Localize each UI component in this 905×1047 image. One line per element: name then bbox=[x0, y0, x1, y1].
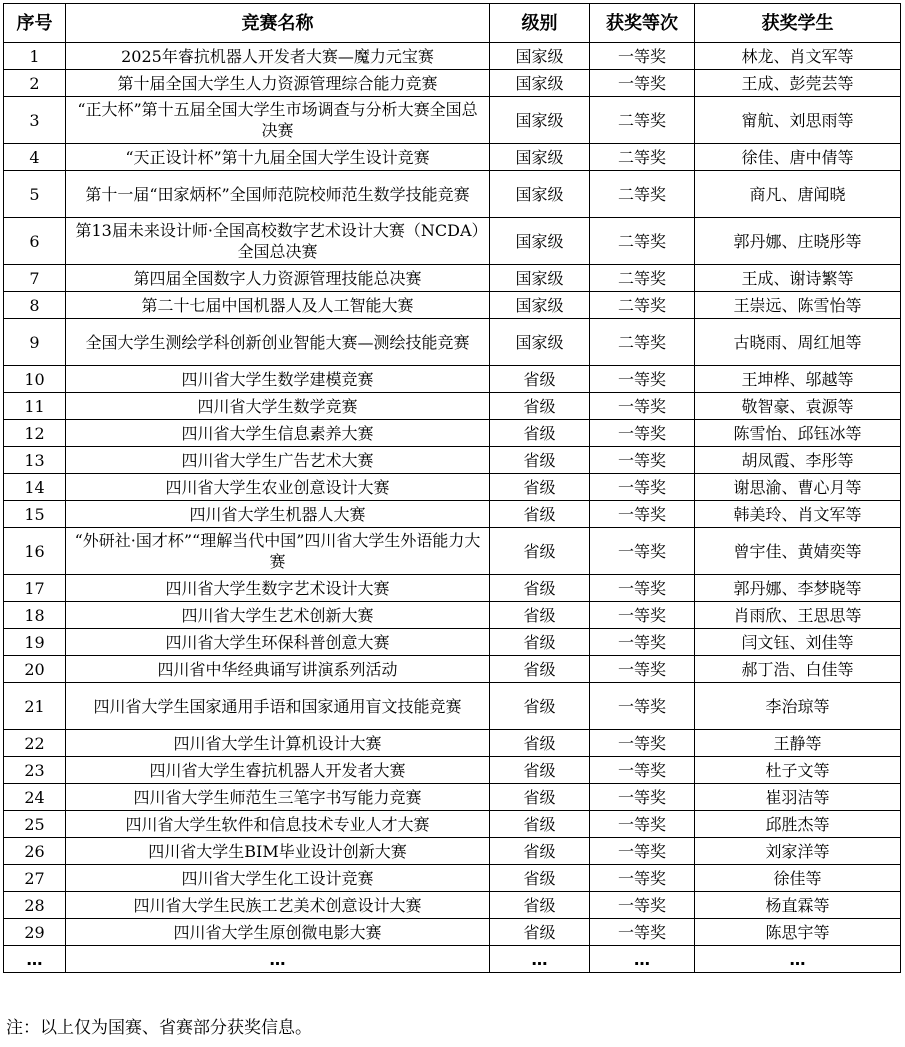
cell-competition-name: 第十届全国大学生人力资源管理综合能力竞赛 bbox=[66, 70, 490, 97]
footnote: 注：以上仅为国赛、省赛部分获奖信息。 bbox=[6, 1018, 312, 1038]
header-level: 级别 bbox=[490, 4, 590, 43]
cell-level: 省级 bbox=[490, 474, 590, 501]
cell-competition-name: 四川省大学生数学建模竞赛 bbox=[66, 366, 490, 393]
cell-level: 省级 bbox=[490, 683, 590, 730]
cell-students: 王崇远、陈雪怡等 bbox=[695, 292, 901, 319]
table-row bbox=[4, 420, 901, 447]
cell-competition-name: 四川省大学生农业创意设计大赛 bbox=[66, 474, 490, 501]
cell-level: 省级 bbox=[490, 865, 590, 892]
cell-level: 省级 bbox=[490, 393, 590, 420]
cell-level: 省级 bbox=[490, 757, 590, 784]
cell-competition-name: 四川省中华经典诵写讲演系列活动 bbox=[66, 656, 490, 683]
table-row bbox=[4, 528, 901, 575]
table-row bbox=[4, 629, 901, 656]
cell-no: 2 bbox=[4, 70, 66, 97]
cell-no: 23 bbox=[4, 757, 66, 784]
cell-competition-name: 四川省大学生信息素养大赛 bbox=[66, 420, 490, 447]
cell-no: 1 bbox=[4, 43, 66, 70]
cell-award: 二等奖 bbox=[590, 97, 695, 144]
cell-award: 一等奖 bbox=[590, 575, 695, 602]
table-row bbox=[4, 265, 901, 292]
cell-award: 一等奖 bbox=[590, 811, 695, 838]
cell-students: 郭丹娜、庄晓彤等 bbox=[695, 218, 901, 265]
cell-competition-name: 第二十七届中国机器人及人工智能大赛 bbox=[66, 292, 490, 319]
table-row bbox=[4, 784, 901, 811]
cell-students: 郭丹娜、李梦晓等 bbox=[695, 575, 901, 602]
cell-competition-name: 四川省大学生广告艺术大赛 bbox=[66, 447, 490, 474]
cell-no: 6 bbox=[4, 218, 66, 265]
cell-award: 一等奖 bbox=[590, 70, 695, 97]
cell-competition-name: 四川省大学生睿抗机器人开发者大赛 bbox=[66, 757, 490, 784]
cell-award: 一等奖 bbox=[590, 501, 695, 528]
cell-no: 18 bbox=[4, 602, 66, 629]
cell-no: 16 bbox=[4, 528, 66, 575]
table-body bbox=[4, 43, 901, 973]
cell-level: 国家级 bbox=[490, 319, 590, 366]
table-row bbox=[4, 838, 901, 865]
cell-competition-name: 四川省大学生艺术创新大赛 bbox=[66, 602, 490, 629]
cell-award: 二等奖 bbox=[590, 319, 695, 366]
cell-level: 省级 bbox=[490, 838, 590, 865]
cell-award: 一等奖 bbox=[590, 629, 695, 656]
cell-students: 敬智豪、袁源等 bbox=[695, 393, 901, 420]
cell-award: 一等奖 bbox=[590, 865, 695, 892]
cell-no: 4 bbox=[4, 144, 66, 171]
cell-no: 27 bbox=[4, 865, 66, 892]
cell-competition-name: 四川省大学生数字艺术设计大赛 bbox=[66, 575, 490, 602]
cell-students: 徐佳等 bbox=[695, 865, 901, 892]
cell-students: 曾宇佳、黄婧奕等 bbox=[695, 528, 901, 575]
cell-award: 二等奖 bbox=[590, 292, 695, 319]
cell-competition-name: 四川省大学生软件和信息技术专业人才大赛 bbox=[66, 811, 490, 838]
cell-no: 9 bbox=[4, 319, 66, 366]
table-row bbox=[4, 683, 901, 730]
cell-level: 国家级 bbox=[490, 43, 590, 70]
cell-no: 3 bbox=[4, 97, 66, 144]
cell-level: 省级 bbox=[490, 730, 590, 757]
cell-students: 肖雨欣、王思思等 bbox=[695, 602, 901, 629]
table-row bbox=[4, 366, 901, 393]
cell-competition-name: 四川省大学生计算机设计大赛 bbox=[66, 730, 490, 757]
cell-competition-name: 四川省大学生数学竞赛 bbox=[66, 393, 490, 420]
cell-competition-name: 四川省大学生原创微电影大赛 bbox=[66, 919, 490, 946]
cell-competition-name: 四川省大学生民族工艺美术创意设计大赛 bbox=[66, 892, 490, 919]
cell-award: 二等奖 bbox=[590, 171, 695, 218]
cell-award: 一等奖 bbox=[590, 43, 695, 70]
cell-award: 一等奖 bbox=[590, 683, 695, 730]
cell-students: 杜子文等 bbox=[695, 757, 901, 784]
cell-no: 24 bbox=[4, 784, 66, 811]
cell-students: 刘家洋等 bbox=[695, 838, 901, 865]
cell-award: 一等奖 bbox=[590, 474, 695, 501]
cell-no: 20 bbox=[4, 656, 66, 683]
cell-award: 一等奖 bbox=[590, 757, 695, 784]
cell-no: 21 bbox=[4, 683, 66, 730]
cell-level: 国家级 bbox=[490, 144, 590, 171]
table-row bbox=[4, 656, 901, 683]
cell-level: 省级 bbox=[490, 892, 590, 919]
table-row bbox=[4, 218, 901, 265]
cell-students: 商凡、唐闻晓 bbox=[695, 171, 901, 218]
cell-competition-name: 四川省大学生师范生三笔字书写能力竞赛 bbox=[66, 784, 490, 811]
cell-students: 陈雪怡、邱钰冰等 bbox=[695, 420, 901, 447]
table-row bbox=[4, 393, 901, 420]
table-row bbox=[4, 501, 901, 528]
table-row bbox=[4, 447, 901, 474]
cell-level: 省级 bbox=[490, 447, 590, 474]
cell-competition-name: 四川省大学生环保科普创意大赛 bbox=[66, 629, 490, 656]
cell-level: 国家级 bbox=[490, 97, 590, 144]
cell-no: 17 bbox=[4, 575, 66, 602]
cell-award: 二等奖 bbox=[590, 218, 695, 265]
cell-competition-name: 四川省大学生BIM毕业设计创新大赛 bbox=[66, 838, 490, 865]
cell-students: 王成、彭莞芸等 bbox=[695, 70, 901, 97]
cell-award: 一等奖 bbox=[590, 919, 695, 946]
cell-students: 胡凤霞、李彤等 bbox=[695, 447, 901, 474]
cell-no: 14 bbox=[4, 474, 66, 501]
cell-competition-name: 2025年睿抗机器人开发者大赛—魔力元宝赛 bbox=[66, 43, 490, 70]
table-row bbox=[4, 171, 901, 218]
cell-students: 谢思渝、曹心月等 bbox=[695, 474, 901, 501]
table-row bbox=[4, 144, 901, 171]
cell-students: 古晓雨、周红旭等 bbox=[695, 319, 901, 366]
cell-award: 一等奖 bbox=[590, 784, 695, 811]
cell-students: 崔羽洁等 bbox=[695, 784, 901, 811]
header-award: 获奖等次 bbox=[590, 4, 695, 43]
cell-no: 10 bbox=[4, 366, 66, 393]
cell-level: 省级 bbox=[490, 602, 590, 629]
table-row bbox=[4, 97, 901, 144]
table-row bbox=[4, 730, 901, 757]
cell-level: 省级 bbox=[490, 784, 590, 811]
cell-students: 甯航、刘思雨等 bbox=[695, 97, 901, 144]
table-row bbox=[4, 919, 901, 946]
awards-table bbox=[3, 3, 901, 973]
table-row bbox=[4, 474, 901, 501]
cell-no: 25 bbox=[4, 811, 66, 838]
cell-level: 省级 bbox=[490, 919, 590, 946]
cell-award: 二等奖 bbox=[590, 144, 695, 171]
cell-award: 一等奖 bbox=[590, 366, 695, 393]
cell-award: 一等奖 bbox=[590, 447, 695, 474]
header-students: 获奖学生 bbox=[695, 4, 901, 43]
cell-students: 邱胜杰等 bbox=[695, 811, 901, 838]
ellipsis-row bbox=[4, 946, 901, 973]
cell-competition-name: 第十一届“田家炳杯”全国师范院校师范生数学技能竞赛 bbox=[66, 171, 490, 218]
cell-no: 5 bbox=[4, 171, 66, 218]
table-row bbox=[4, 319, 901, 366]
table-row bbox=[4, 43, 901, 70]
cell-students: 陈思宇等 bbox=[695, 919, 901, 946]
table-row bbox=[4, 602, 901, 629]
cell-level: 省级 bbox=[490, 575, 590, 602]
cell-level: 省级 bbox=[490, 656, 590, 683]
cell-competition-name: “外研社·国才杯”“理解当代中国”四川省大学生外语能力大赛 bbox=[66, 528, 490, 575]
cell-competition-name: 第四届全国数字人力资源管理技能总决赛 bbox=[66, 265, 490, 292]
table-row bbox=[4, 757, 901, 784]
cell-no: 29 bbox=[4, 919, 66, 946]
table-row bbox=[4, 892, 901, 919]
cell-level: 国家级 bbox=[490, 292, 590, 319]
cell-award: 一等奖 bbox=[590, 892, 695, 919]
cell-students: 徐佳、唐中倩等 bbox=[695, 144, 901, 171]
table-row bbox=[4, 575, 901, 602]
cell-students: 王静等 bbox=[695, 730, 901, 757]
cell-level: 国家级 bbox=[490, 70, 590, 97]
cell-level: 国家级 bbox=[490, 265, 590, 292]
cell-students: 王坤桦、邬越等 bbox=[695, 366, 901, 393]
cell-no: 28 bbox=[4, 892, 66, 919]
cell-level: 省级 bbox=[490, 811, 590, 838]
cell-level: 省级 bbox=[490, 629, 590, 656]
cell-no: 26 bbox=[4, 838, 66, 865]
cell-competition-name: 四川省大学生化工设计竞赛 bbox=[66, 865, 490, 892]
cell-students: 郝丁浩、白佳等 bbox=[695, 656, 901, 683]
table-row bbox=[4, 70, 901, 97]
cell-level: 国家级 bbox=[490, 218, 590, 265]
cell-students: 杨直霖等 bbox=[695, 892, 901, 919]
cell-no: 8 bbox=[4, 292, 66, 319]
cell-level: 省级 bbox=[490, 366, 590, 393]
cell-students: 林龙、肖文军等 bbox=[695, 43, 901, 70]
ellipsis-cell: … bbox=[66, 946, 490, 973]
cell-no: 19 bbox=[4, 629, 66, 656]
cell-award: 一等奖 bbox=[590, 730, 695, 757]
cell-award: 二等奖 bbox=[590, 265, 695, 292]
header-no: 序号 bbox=[4, 4, 66, 43]
cell-award: 一等奖 bbox=[590, 420, 695, 447]
cell-level: 国家级 bbox=[490, 171, 590, 218]
ellipsis-cell: … bbox=[590, 946, 695, 973]
table-row bbox=[4, 811, 901, 838]
header-name: 竞赛名称 bbox=[66, 4, 490, 43]
cell-competition-name: 四川省大学生机器人大赛 bbox=[66, 501, 490, 528]
cell-award: 一等奖 bbox=[590, 656, 695, 683]
cell-competition-name: 四川省大学生国家通用手语和国家通用盲文技能竞赛 bbox=[66, 683, 490, 730]
cell-students: 闫文钰、刘佳等 bbox=[695, 629, 901, 656]
cell-students: 王成、谢诗繁等 bbox=[695, 265, 901, 292]
cell-award: 一等奖 bbox=[590, 393, 695, 420]
cell-no: 13 bbox=[4, 447, 66, 474]
table-row bbox=[4, 292, 901, 319]
cell-students: 李治琼等 bbox=[695, 683, 901, 730]
cell-level: 省级 bbox=[490, 528, 590, 575]
header-row bbox=[4, 4, 901, 43]
cell-no: 12 bbox=[4, 420, 66, 447]
cell-level: 省级 bbox=[490, 501, 590, 528]
cell-no: 11 bbox=[4, 393, 66, 420]
cell-competition-name: 全国大学生测绘学科创新创业智能大赛—测绘技能竞赛 bbox=[66, 319, 490, 366]
ellipsis-cell: … bbox=[695, 946, 901, 973]
cell-competition-name: “正大杯”第十五届全国大学生市场调查与分析大赛全国总决赛 bbox=[66, 97, 490, 144]
cell-no: 15 bbox=[4, 501, 66, 528]
cell-award: 一等奖 bbox=[590, 528, 695, 575]
table-row bbox=[4, 865, 901, 892]
cell-competition-name: 第13届未来设计师·全国高校数字艺术设计大赛（NCDA）全国总决赛 bbox=[66, 218, 490, 265]
ellipsis-cell: … bbox=[490, 946, 590, 973]
cell-award: 一等奖 bbox=[590, 602, 695, 629]
ellipsis-cell: … bbox=[4, 946, 66, 973]
cell-no: 22 bbox=[4, 730, 66, 757]
cell-no: 7 bbox=[4, 265, 66, 292]
cell-level: 省级 bbox=[490, 420, 590, 447]
cell-competition-name: “天正设计杯”第十九届全国大学生设计竞赛 bbox=[66, 144, 490, 171]
cell-students: 韩美玲、肖文军等 bbox=[695, 501, 901, 528]
cell-award: 一等奖 bbox=[590, 838, 695, 865]
